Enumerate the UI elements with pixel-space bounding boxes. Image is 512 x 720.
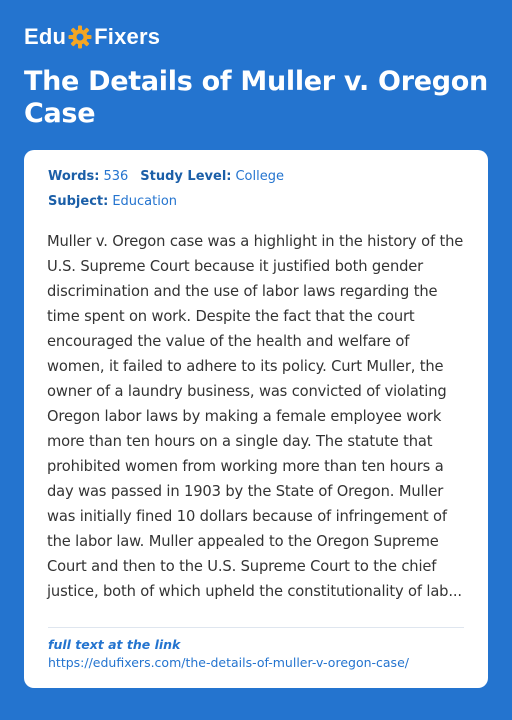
meta-row-subject — [48, 194, 177, 209]
brand-logo[interactable] — [24, 24, 160, 50]
subject-label: Subject: — [48, 194, 109, 209]
essay-card — [24, 150, 488, 688]
brand-name-right: Fixers — [94, 24, 161, 49]
study-level-label: Study Level: — [140, 169, 232, 184]
divider — [48, 627, 464, 628]
brand-name-left: Edu — [24, 24, 67, 49]
meta-row-words-level — [48, 169, 284, 184]
full-text-link[interactable]: https://edufixers.com/the-details-of-muller-v-oregon-case/ — [48, 655, 409, 670]
full-text-label: full text at the link — [48, 637, 181, 652]
gear-icon — [68, 25, 92, 49]
words-label: Words: — [48, 169, 100, 184]
words-value: 536 — [103, 169, 129, 184]
study-level-value: College — [235, 169, 284, 184]
page-title: The Details of Muller v. Oregon Case — [24, 66, 488, 129]
subject-value: Education — [112, 194, 178, 209]
essay-excerpt: Muller v. Oregon case was a highlight in the history of the U.S. Supreme Court because it justified both gender discrimination and the use of labor laws regarding the time spent on work. Despite the fact that the court encouraged the value of the health and welfare of women, it failed to adhere to its policy. Curt Muller, the owner of a laundry business, was convicted of violating Oregon labor laws by making a female employee work more than ten hours on a single day. The statute that prohibited women from working more than ten hours a day was passed in 1903 by the State of Oregon. Muller was initially fined 10 dollars because of infringement of the labor law. Muller appealed to the Oregon Supreme Court and then to the U.S. Supreme Court to the chief justice, both of which upheld the constitutionality of lab... — [47, 233, 464, 600]
